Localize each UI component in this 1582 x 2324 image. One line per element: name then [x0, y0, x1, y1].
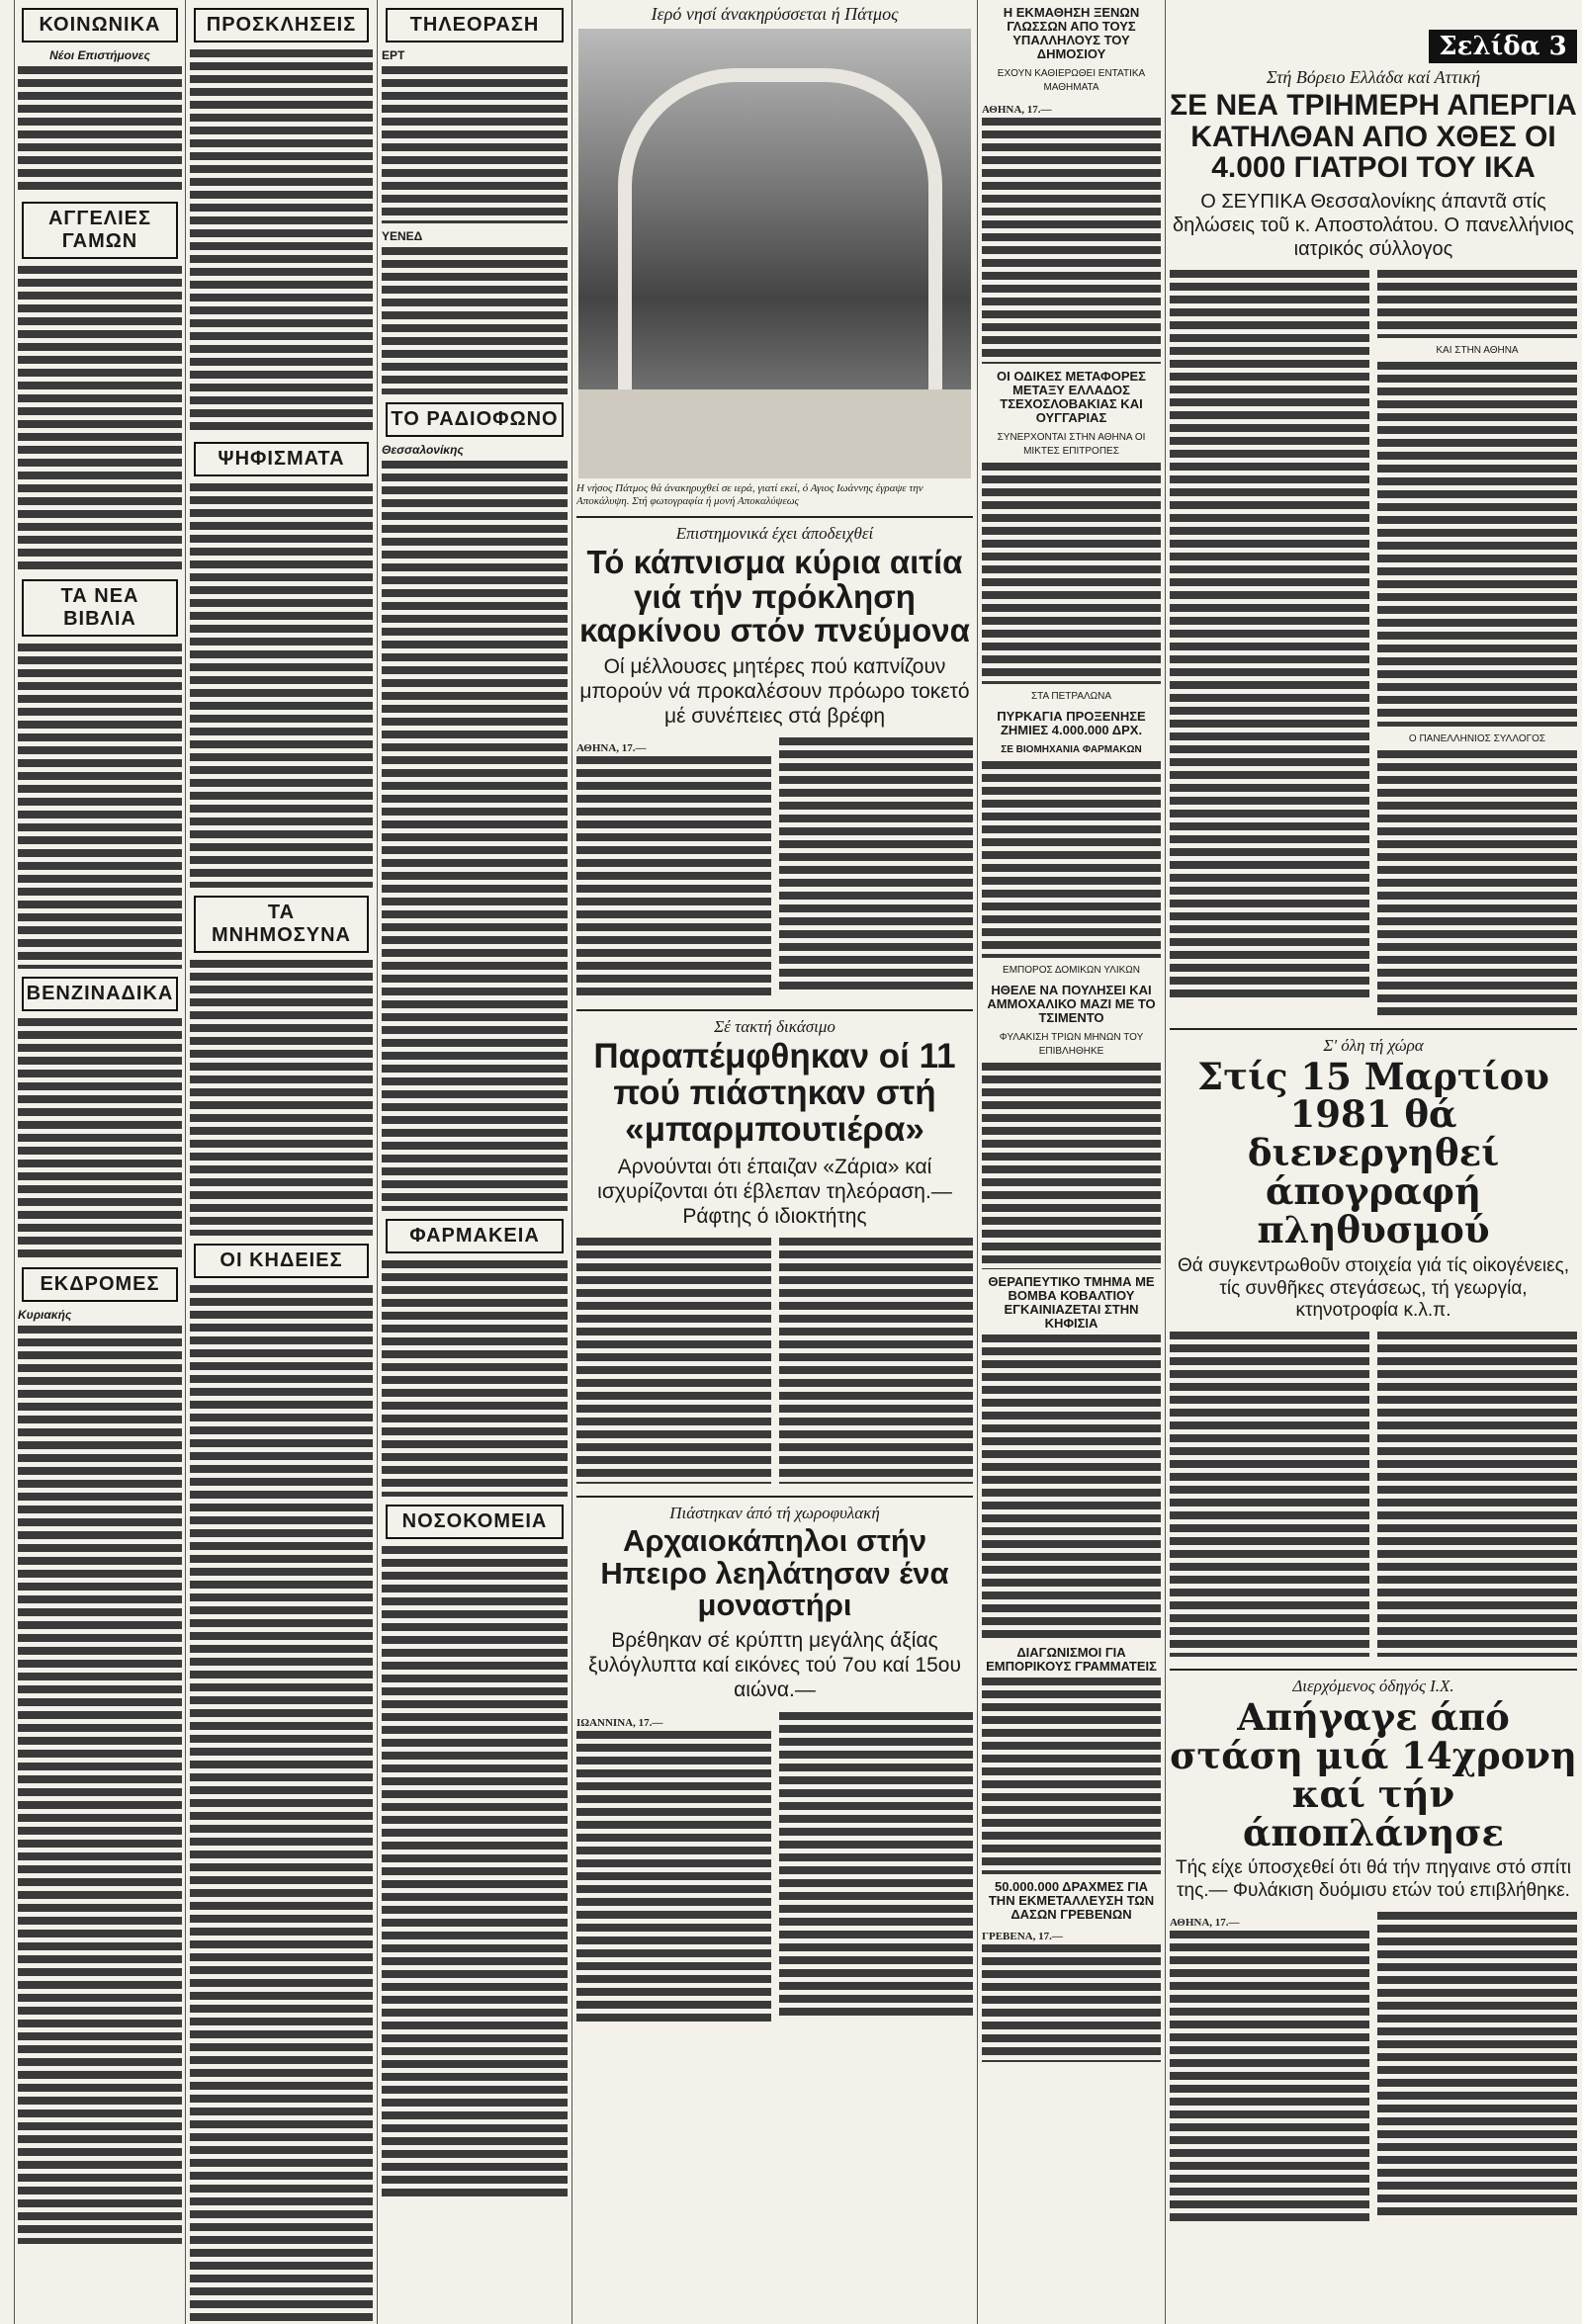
- census-body: [1170, 1331, 1577, 1663]
- column-rule: [1165, 0, 1166, 2324]
- column-short-news: [982, 0, 1161, 2324]
- section-tv-heading: ΤΗΛΕΟΡΑΣΗ: [386, 8, 564, 43]
- article-text: [982, 1943, 1161, 2062]
- smoking-deck: Οί μέλλουσες μητέρες πού καπνίζουν μπορούν νά προκαλέσουν πρόωρο τοκετό μέ συνέπειες στά βρέφη: [579, 654, 970, 729]
- dateline: ΑΘΗΝΑ, 17.—: [1170, 1917, 1240, 1930]
- article-text: [982, 1062, 1161, 1269]
- young-scientists-heading: Νέοι Επιστήμονες: [49, 48, 150, 62]
- dateline: ΑΘΗΝΑ, 17.—: [576, 742, 647, 755]
- divider: [576, 1009, 973, 1011]
- article-text: [779, 1711, 974, 2021]
- column-right: [1170, 0, 1577, 2324]
- patmos-caption: Η νήσος Πάτμος θά άνακηρυχθεί σε ιερά, γιατί εκεί, ό Αγιος Ιωάννης έγραψε την Αποκάλυψη. Στή φωτογραφία ή μονή Αποκαλύψεως: [576, 482, 923, 507]
- article-text: [18, 643, 182, 969]
- trial-body: [576, 1237, 973, 1490]
- arch-shape: [618, 68, 942, 408]
- trial-kicker: Σέ τακτή δικάσιμο: [714, 1017, 835, 1037]
- smoking-headline: Τό κάπνισμα κύρια αιτία γιά τήν πρόκληση καρκίνου στόν πνεύμονα: [579, 544, 970, 649]
- languages-headline: Η ΕΚΜΑΘΗΣΗ ΞΕΝΩΝ ΓΛΩΣΣΩΝ ΑΠΟ ΤΟΥΣ ΥΠΑΛΛΗΛΟΥΣ ΤΟΥ ΔΗΜΟΣΙΟΥ: [1003, 5, 1140, 61]
- section-gas-stations-heading: ΒΕΝΖΙΝΑΔΙΚΑ: [22, 977, 178, 1011]
- abduction-body: [1170, 1911, 1577, 2232]
- article-text: [382, 65, 568, 223]
- article-text: [779, 736, 974, 991]
- strike-deck: Ο ΣΕΥΠΙΚΑ Θεσσαλονίκης άπαντᾶ στίς δηλώσεις τοῦ κ. Αποστολάτου. Ο πανελλήνιος ιατρικός σύλλογος: [1173, 190, 1574, 260]
- article-text: [1377, 749, 1577, 1016]
- divider: [1170, 1028, 1577, 1030]
- strike-headline: ΣΕ ΝΕΑ ΤΡΙΗΜΕΡΗ ΑΠΕΡΓΙΑ ΚΑΤΗΛΘΑΝ ΑΠΟ ΧΘΕΣ ΟΙ 4.000 ΓΙΑΤΡΟΙ ΤΟΥ ΙΚΑ: [1170, 89, 1577, 184]
- divider: [576, 516, 973, 518]
- thessaloniki-label: Θεσσαλονίκης: [382, 443, 464, 457]
- article-text: [382, 1545, 568, 2197]
- article-text: [982, 1677, 1161, 1874]
- forests-headline: 50.000.000 ΔΡΑΧΜΕΣ ΓΙΑ ΤΗΝ ΕΚΜΕΤΑΛΛΕΥΣΗ ΤΩΝ ΔΑΣΩΝ ΓΡΕΒΕΝΩΝ: [988, 1879, 1155, 1922]
- section-weddings-heading: ΑΓΓΕΛΙΕΣ ΓΑΜΩΝ: [22, 202, 178, 259]
- article-text: [1377, 269, 1577, 338]
- divider: [1170, 1669, 1577, 1671]
- section-pharmacies-heading: ΦΑΡΜΑΚΕΙΑ: [386, 1219, 564, 1253]
- census-deck: Θά συγκεντρωθοῦν στοιχεία γιά τίς οἰκογένειες, τίς συνθῆκες στεγάσεως, τή γεωργία, κτηνοτροφία κ.λ.π.: [1177, 1254, 1570, 1322]
- section-books-heading: ΤΑ ΝΕΑ ΒΙΒΛΙΑ: [22, 579, 178, 637]
- courtyard-shape: [578, 389, 971, 478]
- section-funerals-heading: ΟΙ ΚΗΔΕΙΕΣ: [194, 1244, 369, 1278]
- article-text: [18, 265, 182, 571]
- article-text: [190, 48, 373, 434]
- column-center: [576, 0, 973, 2324]
- article-text: [190, 482, 373, 888]
- section-memorials-heading: ΤΑ ΜΝΗΜΟΣΥΝΑ: [194, 896, 369, 953]
- fire-kicker: ΣΤΑ ΠΕΤΡΑΛΩΝΑ: [1030, 691, 1112, 702]
- languages-subhead: ΕΧΟΥΝ ΚΑΘΙΕΡΩΘΕΙ ΕΝΤΑΤΙΚΑ ΜΑΘΗΜΑΤΑ: [997, 68, 1146, 93]
- article-text: [576, 755, 771, 997]
- theft-headline: Αρχαιοκάπηλοι στήν Ηπειρο λεηλάτησαν ένα μοναστήρι: [600, 1523, 949, 1623]
- article-text: [382, 246, 568, 394]
- abduction-deck: Τής είχε ύποσχεθεί ότι θά τήν πηγαινε στό σπίτι της.— Φυλάκιση δυόμισυ ετών τού επιβλήθηκε.: [1175, 1857, 1571, 1902]
- column-social: [18, 0, 182, 2324]
- section-hospitals-heading: ΝΟΣΟΚΟΜΕΙΑ: [386, 1505, 564, 1539]
- article-text: [1170, 269, 1369, 1000]
- column-rule: [185, 0, 186, 2324]
- article-text: [18, 65, 182, 194]
- smoking-body: [576, 736, 973, 1003]
- article-text: [190, 959, 373, 1236]
- column-rule: [14, 0, 15, 2324]
- article-text: [779, 1237, 974, 1484]
- column-notices: [190, 0, 373, 2324]
- cement-subhead: ΦΥΛΑΚΙΣΗ ΤΡΙΩΝ ΜΗΝΩΝ ΤΟΥ ΕΠΙΒΛΗΘΗΚΕ: [999, 1032, 1144, 1057]
- fire-subhead: ΣΕ ΒΙΟΜΗΧΑΝΙΑ ΦΑΡΜΑΚΩΝ: [1001, 744, 1142, 755]
- divider: [576, 1496, 973, 1498]
- article-text: [982, 760, 1161, 958]
- article-text: [382, 460, 568, 1211]
- dateline: ΓΡΕΒΕΝΑ, 17.—: [982, 1931, 1063, 1942]
- trial-headline: Παραπέμφθηκαν οί 11 πού πιάστηκαν στή «μπαρμπουτιέρα»: [593, 1037, 956, 1149]
- article-text: [982, 1334, 1161, 1640]
- transport-subhead: ΣΥΝΕΡΧΟΝΤΑΙ ΣΤΗΝ ΑΘΗΝΑ ΟΙ ΜΙΚΤΕΣ ΕΠΙΤΡΟΠΕΣ: [997, 432, 1146, 457]
- smoking-kicker: Επιστημονικά έχει άποδειχθεί: [675, 524, 874, 543]
- ert-label: ΕΡΤ: [382, 48, 405, 62]
- article-text: [1377, 361, 1577, 727]
- dateline: ΙΩΑΝΝΙΝΑ, 17.—: [576, 1716, 663, 1729]
- column-rule: [377, 0, 378, 2324]
- patmos-kicker: Ιερό νησί άνακηρύσσεται ή Πάτμος: [651, 4, 899, 24]
- article-text: [382, 1259, 568, 1497]
- census-headline: Στίς 15 Μαρτίου 1981 θά διενεργηθεί άπογραφή πληθυσμού: [1197, 1054, 1549, 1251]
- transport-headline: ΟΙ ΟΔΙΚΕΣ ΜΕΤΑΦΟΡΕΣ ΜΕΤΑΞΥ ΕΛΛΑΔΟΣ ΤΣΕΧΟΣΛΟΒΑΚΙΑΣ ΚΑΙ ΟΥΓΓΑΡΙΑΣ: [997, 369, 1146, 425]
- article-text: [1170, 1930, 1369, 2226]
- dateline: ΑΘΗΝΑ, 17.—: [982, 104, 1052, 116]
- article-text: [1377, 1911, 1577, 2220]
- article-text: [190, 1284, 373, 2322]
- article-text: [1377, 1331, 1577, 1657]
- athens-label: ΚΑΙ ΣΤΗΝ ΑΘΗΝΑ: [1436, 344, 1519, 356]
- strike-kicker: Στή Βόρειο Ελλάδα καί Αττική: [1266, 67, 1481, 87]
- trial-deck: Αρνούνται ότι έπαιζαν «Ζάρια» καί ισχυρίζονται ότι έβλεπαν τηλεόραση.— Ράφτης ό ιδιοκτήτης: [597, 1155, 952, 1229]
- abduction-headline: Απήγαγε άπό στάση μιά 14χρονη καί τήν άποπλάνησε: [1170, 1695, 1577, 1854]
- census-kicker: Σ' όλη τή χώρα: [1323, 1035, 1424, 1055]
- section-invitations-heading: ΠΡΟΣΚΛΗΣΕΙΣ: [194, 8, 369, 43]
- cement-headline: ΗΘΕΛΕ ΝΑ ΠΟΥΛΗΣΕΙ ΚΑΙ ΑΜΜΟΧΑΛΙΚΟ ΜΑΖΙ ΜΕ ΤΟ ΤΣΙΜΕΝΤΟ: [987, 983, 1156, 1025]
- page-number-label: Σελίδα 3: [1429, 30, 1577, 63]
- section-radio-heading: ΤΟ ΡΑΔΙΟΦΩΝΟ: [386, 402, 564, 437]
- exams-headline: ΔΙΑΓΩΝΙΣΜΟΙ ΓΙΑ ΕΜΠΟΡΙΚΟΥΣ ΓΡΑΜΜΑΤΕΙΣ: [986, 1645, 1157, 1674]
- section-resolutions-heading: ΨΗΦΙΣΜΑΤΑ: [194, 442, 369, 476]
- column-rule: [571, 0, 572, 2324]
- cement-kicker: ΕΜΠΟΡΟΣ ΔΟΜΙΚΩΝ ΥΛΙΚΩΝ: [1003, 965, 1140, 976]
- theft-body: [576, 1711, 973, 2032]
- abduction-kicker: Διερχόμενος όδηγός Ι.Χ.: [1292, 1677, 1454, 1696]
- theft-deck: Βρέθηκαν σέ κρύπτη μεγάλης άξίας ξυλόγλυπτα καί εικόνες τού 7ου καί 15ου αιώνα.—: [588, 1628, 961, 1702]
- sunday-label: Κυριακής: [18, 1308, 72, 1322]
- strike-body: [1170, 269, 1577, 1022]
- article-text: [982, 117, 1161, 364]
- article-text: [18, 1325, 182, 2244]
- patmos-photo: [578, 29, 971, 478]
- column-broadcast: [382, 0, 568, 2324]
- cobalt-headline: ΘΕΡΑΠΕΥΤΙΚΟ ΤΜΗΜΑ ΜΕ ΒΟΜΒΑ ΚΟΒΑΛΤΙΟΥ ΕΓΚΑΙΝΙΑΖΕΤΑΙ ΣΤΗΝ ΚΗΦΙΣΙΑ: [988, 1274, 1155, 1331]
- article-text: [576, 1730, 771, 2026]
- theft-kicker: Πιάστηκαν άπό τή χωροφυλακή: [669, 1504, 880, 1523]
- article-text: [576, 1237, 771, 1484]
- union-label: Ο ΠΑΝΕΛΛΗΝΙΟΣ ΣΥΛΛΟΓΟΣ: [1408, 732, 1546, 744]
- article-text: [982, 462, 1161, 684]
- column-rule: [977, 0, 978, 2324]
- article-text: [18, 1017, 182, 1259]
- article-text: [1170, 1331, 1369, 1657]
- fire-headline: ΠΥΡΚΑΓΙΑ ΠΡΟΞΕΝΗΣΕ ΖΗΜΙΕΣ 4.000.000 ΔΡΧ.: [997, 709, 1146, 737]
- yened-label: ΥΕΝΕΔ: [382, 229, 423, 243]
- section-social-heading: ΚΟΙΝΩΝΙΚΑ: [22, 8, 178, 43]
- section-excursions-heading: ΕΚΔΡΟΜΕΣ: [22, 1267, 178, 1302]
